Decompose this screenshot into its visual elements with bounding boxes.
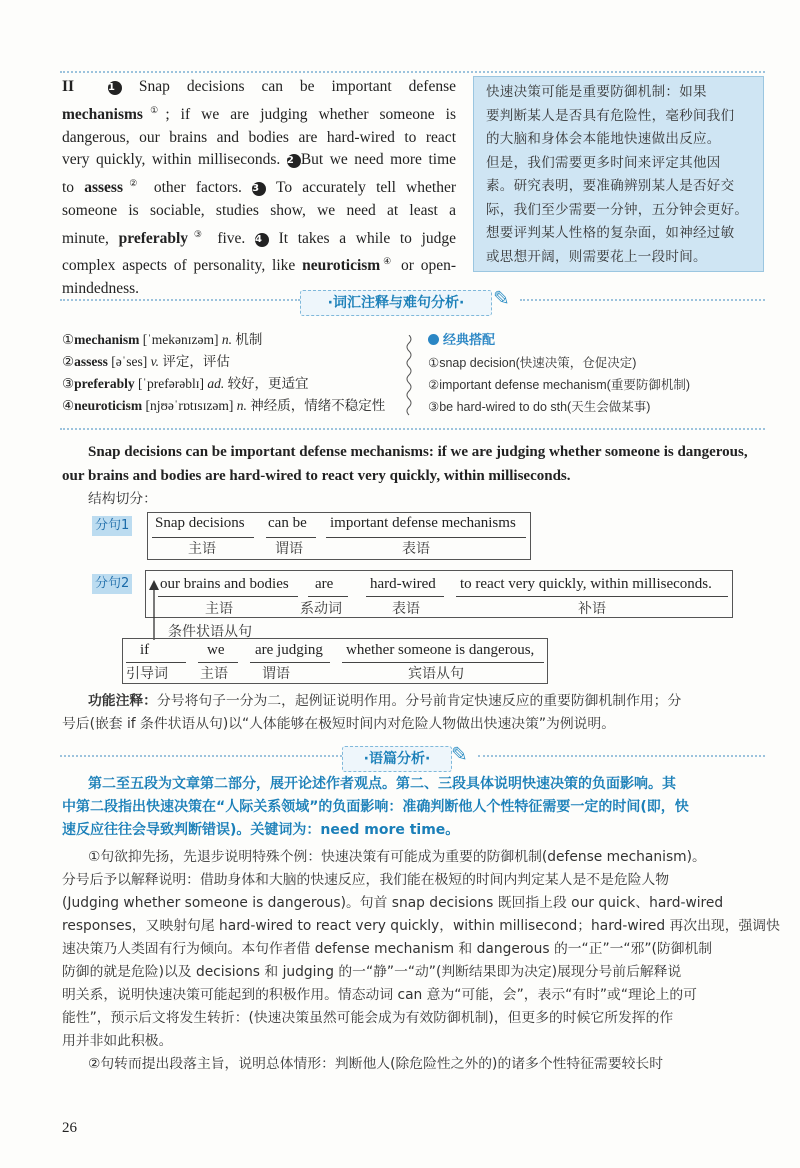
- clause-1-predicative: important defense mechanisms: [330, 515, 516, 531]
- clause-1-subject: Snap decisions: [155, 515, 245, 531]
- cond-predicate: are judging: [255, 642, 323, 658]
- sentence-marker-1: 1: [108, 81, 122, 95]
- role-label: 引导词: [126, 666, 168, 682]
- discourse-heading: ·语篇分析·: [342, 746, 452, 772]
- collocation-item: ③be hard-wired to do sth(天生会做某事): [428, 400, 651, 414]
- role-label: 主语: [188, 541, 216, 557]
- vocab-item: ③preferably [ˈprefərəblɪ] ad. 较好，更适宜: [62, 376, 309, 391]
- up-arrow-icon: [147, 580, 161, 640]
- key-sentence-line-1: Snap decisions can be important defense mechanisms: if we are judging whether someone is dangerous,: [88, 444, 748, 460]
- discourse-divider-left: [60, 755, 342, 757]
- clause-2-complement: to react very quickly, within milliseconds.: [460, 576, 712, 592]
- role-label: 表语: [392, 601, 420, 617]
- pen-icon: ✎: [493, 286, 510, 310]
- page-number: 26: [62, 1120, 77, 1136]
- wavy-divider: [405, 335, 413, 417]
- vocab-item: ④neuroticism [njʊəˈrɒtɪsɪzəm] n. 神经质，情绪不稳定性: [62, 398, 386, 413]
- collocation-panel: 经典搭配 ①snap decision(快速决策，仓促决定) ②important defense mechanism(重要防御机制) ③be hard-wired to do sth(天生会做某事): [428, 329, 690, 418]
- clause-2-subject: our brains and bodies: [160, 576, 289, 592]
- role-label: 主语: [205, 601, 233, 617]
- vocab-item: ①mechanism [ˈmekənɪzəm] n. 机制: [62, 332, 263, 347]
- section-divider: [60, 428, 765, 430]
- clause-2-linking-verb: are: [315, 576, 334, 592]
- bullet-dot-icon: [428, 334, 439, 345]
- top-divider: [60, 71, 765, 73]
- clause-1-predicate: can be: [268, 515, 307, 531]
- translation-box: 快速决策可能是重要防御机制：如果 要判断某人是否具有危险性，毫秒间我们 的大脑和身体会本能地快速做出反应。 但是，我们需要更多时间来评定其他因 素。研究表明，要准确辨别某人是否好交 际，我们至少需要一分钟，五分钟会更好。 想要评判某人性格的复杂面，如神经过敏 或思想开阔，则需要花上一段时间。: [473, 76, 764, 272]
- vocab-list: [62, 329, 385, 417]
- role-label: 宾语从句: [408, 666, 464, 682]
- role-label: 谓语: [275, 541, 303, 557]
- function-note-line-2: 号后(嵌套 if 条件状语从句)以“人体能够在极短时间内对危险人物做出快速决策”为例说明。: [62, 716, 616, 732]
- clause-2-tag: 分句2: [92, 574, 132, 594]
- function-note-line-1: 功能注释：分号将句子一分为二，起例证说明作用。分号前肯定快速反应的重要防御机制作用；分: [88, 693, 682, 709]
- key-sentence-line-2: our brains and bodies are hard-wired to react very quickly, within milliseconds.: [62, 468, 571, 484]
- role-label: 表语: [402, 541, 430, 557]
- discourse-divider-right: [478, 755, 765, 757]
- vocab-divider-right: [520, 299, 765, 301]
- english-passage: II 1 Snap decisions can be important defense mechanisms①; if we are judging whether someone is dangerous, our brains and bodies are hard-wired to react very quickly, within milliseconds. 2 But we need more time to assess② other factors. 3 To accurately tell whether someone is sociable, studies show, we need at least a minute, preferably③ five. 4 It takes a while to judge complex aspects of personality, like neuroticism④ or open- mindedness.: [62, 78, 457, 298]
- structure-label: 结构切分：: [88, 491, 157, 507]
- role-label: 系动词: [300, 601, 342, 617]
- sentence-marker-4: 4: [255, 233, 269, 247]
- vocab-item: ②assess [əˈses] v. 评定，评估: [62, 354, 230, 369]
- cond-object-clause: whether someone is dangerous,: [346, 642, 535, 658]
- role-label: 谓语: [262, 666, 290, 682]
- conditional-label: 条件状语从句: [168, 624, 252, 640]
- role-label: 补语: [578, 601, 606, 617]
- clause-2-predicative: hard-wired: [370, 576, 436, 592]
- vocab-heading: ·词汇注释与难句分析·: [300, 290, 492, 316]
- role-label: 主语: [200, 666, 228, 682]
- vocab-divider-left: [60, 299, 300, 301]
- collocation-item: ①snap decision(快速决策，仓促决定): [428, 356, 637, 370]
- clause-1-tag: 分句1: [92, 516, 132, 536]
- collocation-item: ②important defense mechanism(重要防御机制): [428, 378, 690, 392]
- sentence-marker-3: 3: [252, 182, 266, 196]
- cond-subject: we: [207, 642, 225, 658]
- sentence-marker-2: 2: [287, 154, 301, 168]
- pen-icon: ✎: [451, 742, 468, 766]
- discourse-summary: 第二至五段为文章第二部分，展开论述作者观点。第二、三段具体说明快速决策的负面影响。其 中第二段指出快速决策在“人际关系领域”的负面影响：准确判断他人个性特征需要一定的时间(即，快 速反应往往会导致判断错误)。关键词为：need more time。: [62, 776, 689, 838]
- analysis-text: ①句欲抑先扬，先退步说明特殊个例：快速决策有可能成为重要的防御机制(defense mechanism)。 分号后予以解释说明：借助身体和大脑的快速反应，我们能在极短的时间内判定某人是不是危险人物 (Judging whether someone is dangerous)。句首 snap decisions 既回指上段 our quick、hard-wired responses，又映射句尾 hard-wired to react very quickly，within millisecond；hard-wired 再次出现，强调快 速决策乃人类固有行为倾向。本句作者借 defense mechanism 和 dangerous 的一“正”一“邪”(防御机制 防御的就是危险)以及 decisions 和 judging 的一“静”一“动”(判断结果即为决定)展现分号前后解释说 明关系，说明快速决策可能起到的积极作用。情态动词 can 意为“可能，会”，表示“有时”或“理论上的可 能性”，预示后文将发生转折：(快速决策虽然可能会成为有效防御机制)，但更多的时候它所发挥的作 用并非如此积极。 ②句转而提出段落主旨，说明总体情形：判断他人(除危险性之外的)的诸多个性特征需要较长时: [62, 849, 780, 1072]
- cond-conjunction: if: [140, 642, 150, 658]
